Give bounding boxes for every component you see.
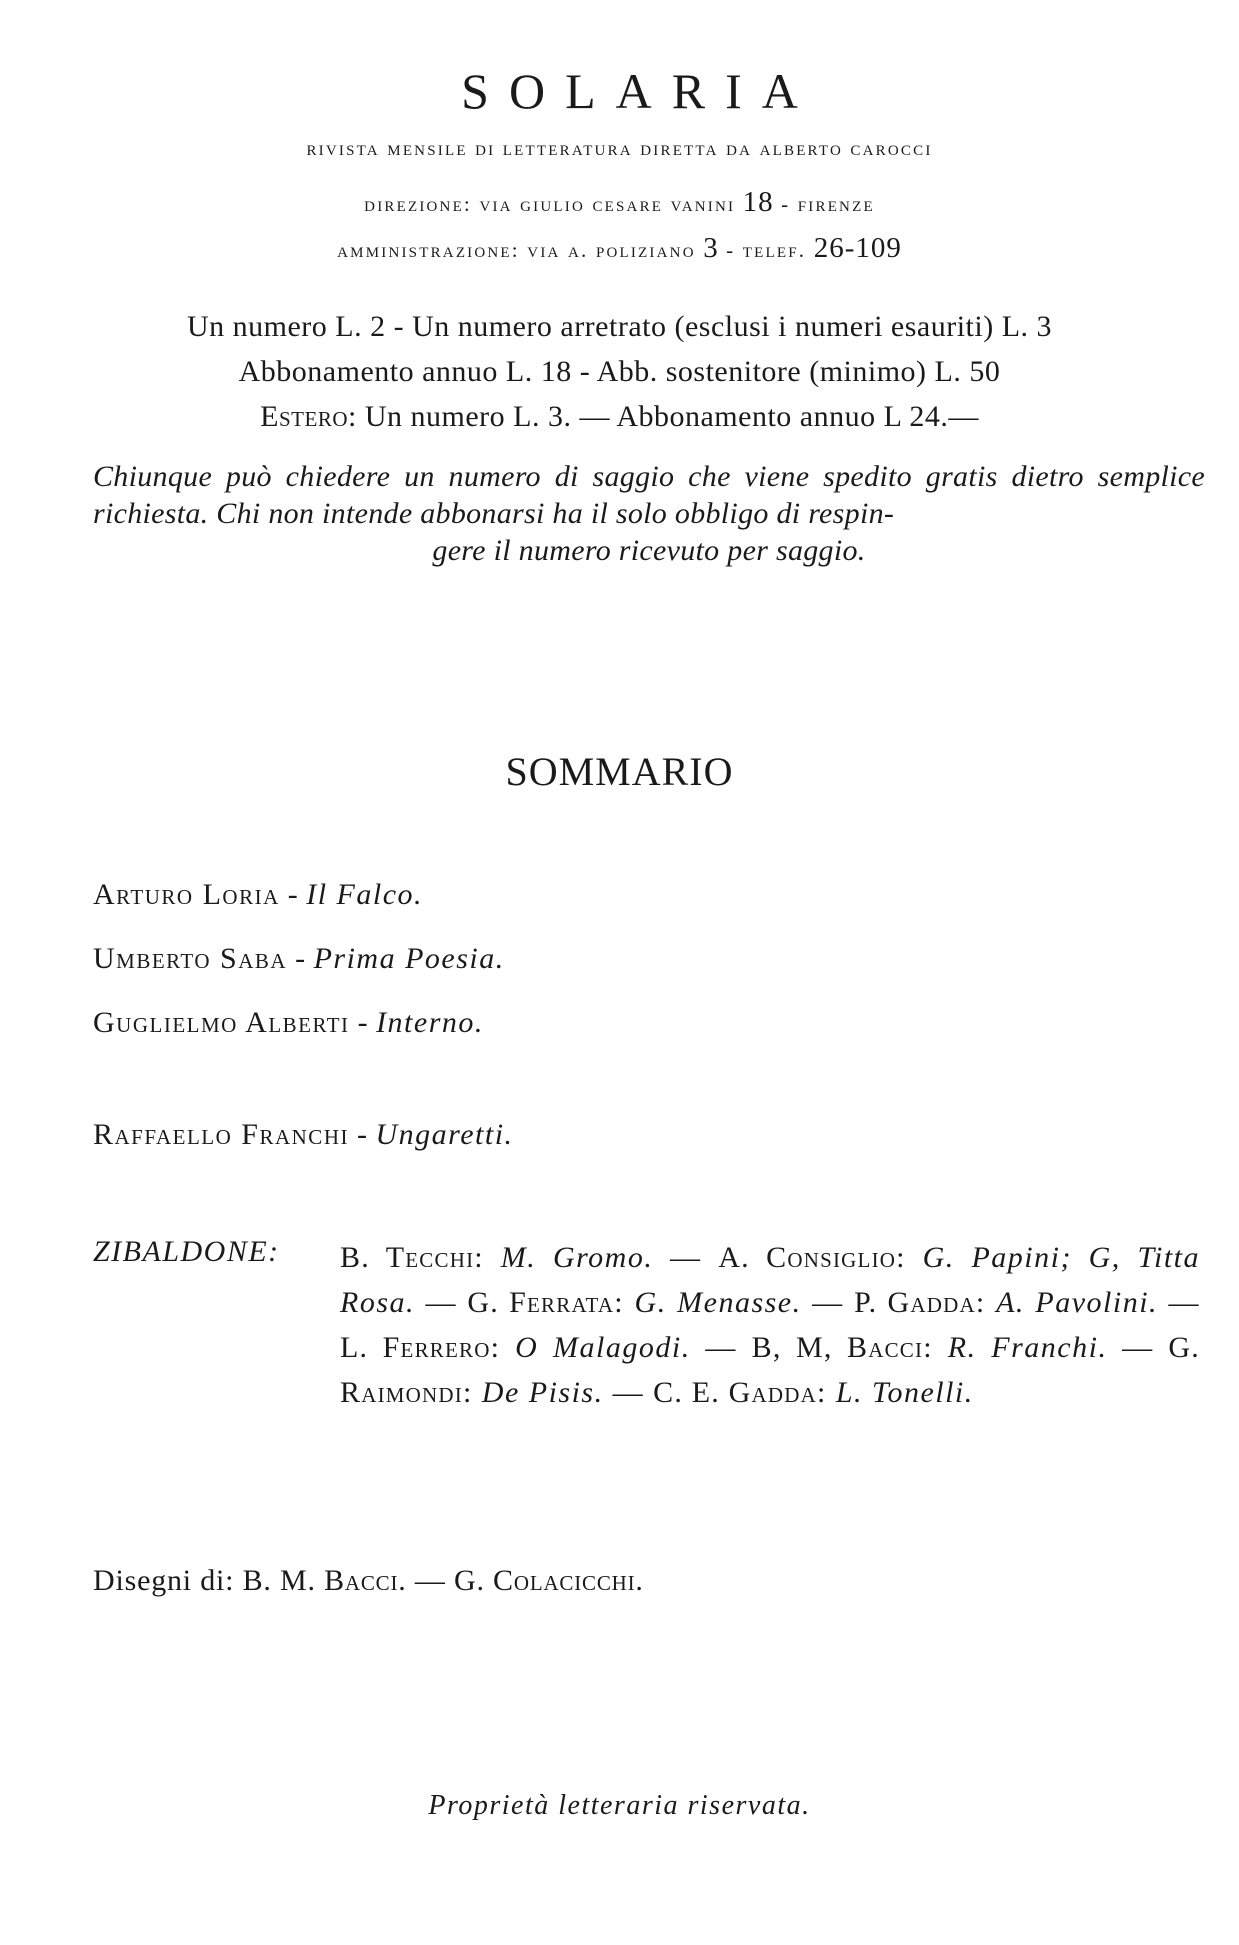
price-line-3 [0,400,1239,434]
toc-separator: - [349,1006,377,1039]
zib-author: B, M, Bacci [751,1331,924,1364]
toc-separator: - [348,1118,376,1151]
estero-prices: : Un numero L. 3. — Abbonamento annuo L 24.— [348,400,979,433]
zib-author: B. Tecchi [340,1241,475,1274]
zib-author: P. Gadda [854,1286,976,1319]
toc-entry [93,878,423,912]
estero-label: Estero [260,400,349,433]
zibaldone-list: B. Tecchi: M. Gromo. — A. Consiglio: G. Papini; G, Titta Rosa. — G. Ferrata: G. Menasse. — P. Gadda: A. Pavolini. — L. Ferrero: O Malagodi. — B, M, Bacci: R. Franchi. — G. Raimondi: De Pisis. — C. E. Gadda: L. Tonelli. [340,1241,1201,1409]
notice-last-line: gere il numero ricevuto per saggio. [432,534,866,567]
toc-work: Interno. [376,1006,484,1039]
copyright-notice: Proprietà letteraria riservata. [428,1790,811,1821]
zib-subject: M. Gromo. [500,1241,654,1274]
price-line-1: Un numero L. 2 - Un numero arretrato (esclusi i numeri esauriti) L. 3 [186,310,1053,343]
toc-author: Arturo Loria [93,878,280,911]
toc-work: Prima Poesia. [313,942,505,975]
toc-entry [93,1006,484,1040]
direzione-address [0,186,1239,219]
direzione-label: direzione: [364,192,472,216]
telef-number: 26-109 [813,232,902,264]
toc-entry [93,942,505,976]
zib-author: C. E. Gadda [653,1376,817,1409]
zib-subject: O Malagodi. [515,1331,691,1364]
magazine-title: SOLARIA [461,63,818,119]
zib-subject: L. Tonelli. [835,1376,974,1409]
drawings-credit: Disegni di: B. M. Bacci. — G. Colacicchi. [93,1564,644,1597]
drawings-artist: G. Colacicchi. [453,1564,644,1597]
sample-copy-notice [93,458,1205,569]
price-line-2: Abbonamento annuo L. 18 - Abb. sostenitore (minimo) L. 50 [238,355,1001,388]
amministrazione-address [0,232,1239,265]
direzione-city: - firenze [781,192,875,216]
notice-main-text: Chiunque può chiedere un numero di saggio che viene spedito gratis dietro semplice richiesta. Chi non intende abbonarsi ha il solo obbligo di respin- [93,460,1205,530]
drawings-label: Disegni di: [93,1564,235,1597]
zib-author: L. Ferrero [340,1331,491,1364]
amministrazione-street: via a. poliziano [527,238,696,262]
zib-subject: A. Pavolini. [996,1286,1159,1319]
zib-subject: R. Franchi. [947,1331,1108,1364]
zib-author: A. Consiglio [718,1241,897,1274]
toc-author: Guglielmo Alberti [93,1006,350,1039]
zib-author: G. Raimondi [340,1331,1200,1409]
direzione-street: via giulio cesare vanini [479,192,736,216]
drawings-artist: B. M. Bacci. [242,1564,407,1597]
telef-label: - telef. [726,238,807,262]
toc-separator: - [279,878,307,911]
magazine-subtitle: rivista mensile di letteratura diretta da alberto carocci [306,136,933,160]
toc-author: Raffaello Franchi [93,1118,349,1151]
zib-subject: G. Papini; G, Titta Rosa. [340,1241,1201,1319]
amministrazione-number: 3 [703,232,719,264]
toc-author: Umberto Saba [93,942,288,975]
zibaldone-label: ZIBALDONE: [93,1235,280,1268]
amministrazione-label: amministrazione: [337,238,520,262]
toc-work: Il Falco. [306,878,424,911]
zib-subject: G. Menasse. [634,1286,802,1319]
toc-work: Ungaretti. [375,1118,514,1151]
zib-subject: De Pisis. [481,1376,604,1409]
sommario-heading: SOMMARIO [505,749,734,794]
toc-entry [93,1118,514,1152]
zib-author: G. Ferrata [467,1286,615,1319]
direzione-number: 18 [742,186,774,218]
toc-separator: - [287,942,314,975]
